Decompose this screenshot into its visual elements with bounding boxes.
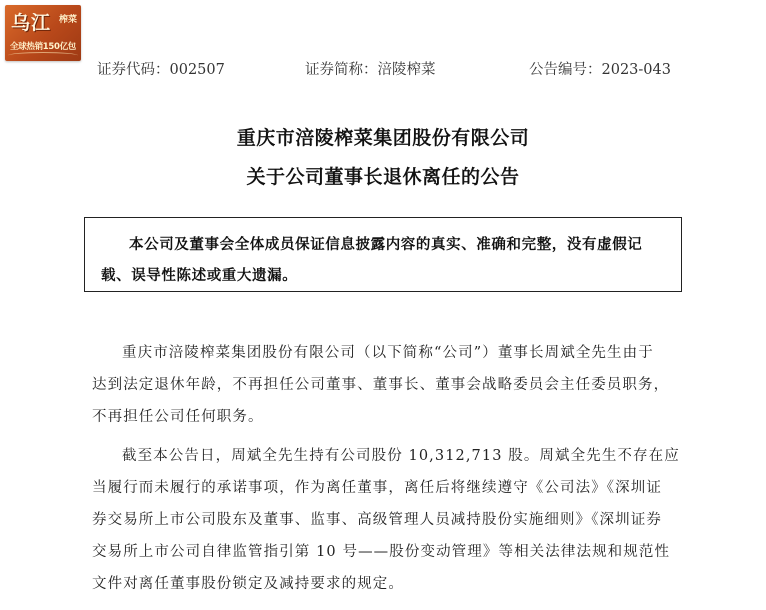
- stock-short-name: 证券简称：涪陵榨菜: [305, 62, 436, 78]
- brand-logo: [5, 5, 81, 61]
- announcement-title: 关于公司董事长退休离任的公告: [246, 166, 520, 188]
- paragraph-line: 重庆市涪陵榨菜集团股份有限公司（以下简称“公司”）董事长周斌全先生由于: [122, 345, 654, 361]
- paragraph-line: 不再担任公司任何职务。: [92, 409, 264, 425]
- announcement-number: 公告编号：2023-043: [529, 62, 671, 78]
- paragraph-retirement: [92, 337, 682, 433]
- paragraph-line: 券交易所上市公司股东及董事、监事、高级管理人员减持股份实施细则》《深圳证券: [92, 512, 662, 528]
- paragraph-line: 截至本公告日，周斌全先生持有公司股份 10,312,713 股。周斌全先生不存在应: [122, 448, 680, 464]
- paragraph-line: 文件对离任董事股份锁定及减持要求的规定。: [92, 576, 404, 592]
- logo-sub-text: 榨菜: [58, 15, 77, 25]
- stock-code: 证券代码：002507: [97, 62, 225, 78]
- paragraph-line: 达到法定退休年龄，不再担任公司董事、董事长、董事会战略委员会主任委员职务，: [92, 377, 670, 393]
- paragraph-line: 交易所上市公司自律监管指引第 10 号——股份变动管理》等相关法律法规和规范性: [92, 544, 671, 560]
- logo-brand-text: 乌江: [11, 12, 52, 34]
- paragraph-shareholding: [92, 440, 682, 600]
- disclaimer-box: 本公司及董事会全体成员保证信息披露内容的真实、准确和完整，没有虚假记载、误导性陈述或重大遗漏。: [84, 217, 682, 292]
- logo-slogan: 全球热销150亿包: [9, 42, 77, 52]
- paragraph-line: 当履行而未履行的承诺事项，作为离任董事，离任后将继续遵守《公司法》《深圳证: [92, 480, 662, 496]
- announcement-meta: [0, 58, 766, 78]
- company-title: 重庆市涪陵榨菜集团股份有限公司: [236, 127, 530, 149]
